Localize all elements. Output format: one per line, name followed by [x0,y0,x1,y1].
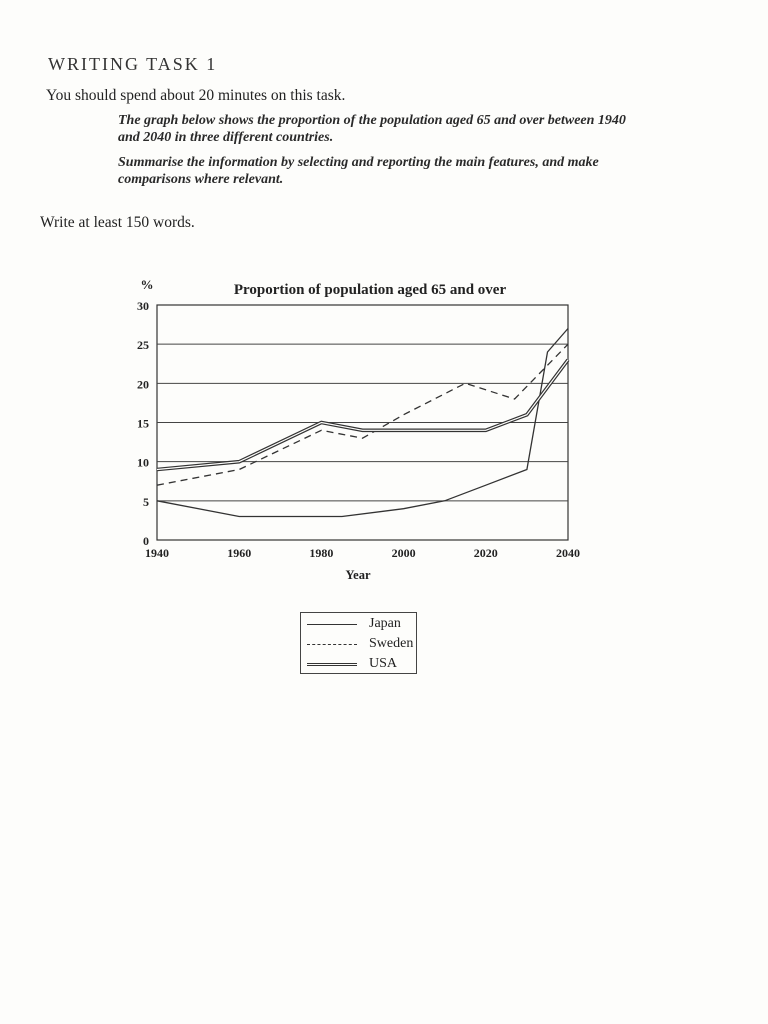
x-tick-label: 1960 [227,546,252,560]
x-tick-label: 2000 [391,546,416,560]
task-description-summarise: Summarise the information by selecting and reporting the main features, and make comparisons where relevant. [118,155,599,187]
y-tick-label: 30 [137,299,149,313]
y-tick-label: 15 [137,416,149,431]
legend-swatch-japan [307,624,357,625]
legend-label-japan: Japan [369,616,401,631]
legend-swatch-sweden [307,644,357,645]
x-tick-label: 1940 [145,546,169,560]
y-tick-label: 10 [137,455,149,470]
y-tick-label: 25 [137,338,149,353]
y-tick-label: 0 [143,534,149,548]
legend-swatch-usa [307,663,357,666]
series-line-inner-usa [157,360,568,470]
legend-label-usa: USA [369,656,398,671]
x-tick-label: 2020 [473,546,498,560]
word-count-instruction: Write at least 150 words. [40,214,195,231]
series-line-usa [157,360,568,470]
legend-item-usa [307,655,413,675]
x-axis-label: Year [345,568,371,582]
y-tick-label: 20 [137,377,149,392]
legend-item-japan [307,615,413,635]
x-tick-label: 1980 [309,546,334,560]
legend-label-sweden: Sweden [369,636,414,651]
x-tick-label: 2040 [556,546,580,560]
task-description-graph: The graph below shows the proportion of the population aged 65 and over between 1940 and 2040 in three different countries. [118,113,626,145]
task-title: WRITING TASK 1 [48,54,218,74]
y-axis-label: % [140,277,154,292]
chart-legend [300,612,417,674]
chart-title: Proportion of population aged 65 and over [233,282,507,298]
time-instruction: You should spend about 20 minutes on this task. [46,87,346,104]
y-tick-label: 5 [143,494,149,509]
legend-item-sweden [307,635,413,655]
